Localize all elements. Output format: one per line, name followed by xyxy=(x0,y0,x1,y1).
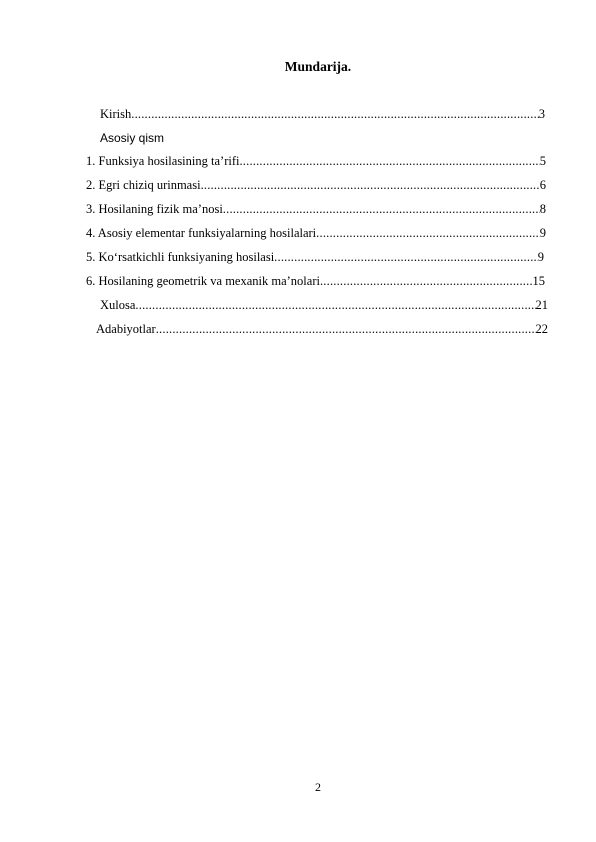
toc-entry-label: 6. Hosilaning geometrik va mexanik ma’nolari xyxy=(86,274,320,288)
toc-entry-6 xyxy=(86,273,545,289)
toc-dot-leader xyxy=(131,106,539,122)
toc-entry-label: Xulosa xyxy=(100,298,136,312)
toc-entry-label: 2. Egri chiziq urinmasi xyxy=(86,178,201,192)
toc-entry-page: 22 xyxy=(535,322,548,336)
toc-entry-label: 4. Asosiy elementar funksiyalarning hosilalari xyxy=(86,226,317,240)
toc-dot-leader xyxy=(156,321,536,337)
toc-entry-2 xyxy=(86,177,546,193)
toc-entry-label: Asosiy qism xyxy=(100,131,165,145)
toc-entry-page: 9 xyxy=(539,226,546,240)
toc-dot-leader xyxy=(320,273,533,289)
toc-entry-3 xyxy=(86,201,546,217)
toc-entry-page: 5 xyxy=(539,154,546,168)
toc-entry-page: 15 xyxy=(532,274,545,288)
toc-entry-asosiy-qism xyxy=(100,130,164,146)
toc-entry-label: Kirish xyxy=(100,107,132,121)
toc-entry-label: Adabiyotlar xyxy=(96,322,156,336)
toc-entry-kirish xyxy=(100,106,545,122)
toc-entry-page: 21 xyxy=(535,298,548,312)
toc-entry-4 xyxy=(86,225,546,241)
toc-dot-leader xyxy=(274,249,538,265)
toc-dot-leader xyxy=(135,297,535,313)
toc-entry-label: 5. Ko‘rsatkichli funksiyaning hosilasi xyxy=(86,250,275,264)
toc-entry-label: 1. Funksiya hosilasining ta’rifi xyxy=(86,154,240,168)
toc-entry-page: 9 xyxy=(537,250,544,264)
toc-dot-leader xyxy=(316,225,540,241)
toc-entry-page: 6 xyxy=(539,178,546,192)
toc-dot-leader xyxy=(223,201,540,217)
page-number: 2 xyxy=(315,780,321,794)
toc-entry-xulosa xyxy=(100,297,548,313)
toc-dot-leader xyxy=(239,153,539,169)
toc-title: Mundarija. xyxy=(284,59,352,74)
toc-dot-leader xyxy=(201,177,540,193)
toc-entry-1 xyxy=(86,153,546,169)
toc-entry-5 xyxy=(86,249,544,265)
toc-entry-adabiyotlar xyxy=(96,321,548,337)
toc-entry-page: 3 xyxy=(538,107,545,121)
toc-entry-label: 3. Hosilaning fizik ma’nosi xyxy=(86,202,223,216)
toc-entry-page: 8 xyxy=(539,202,546,216)
